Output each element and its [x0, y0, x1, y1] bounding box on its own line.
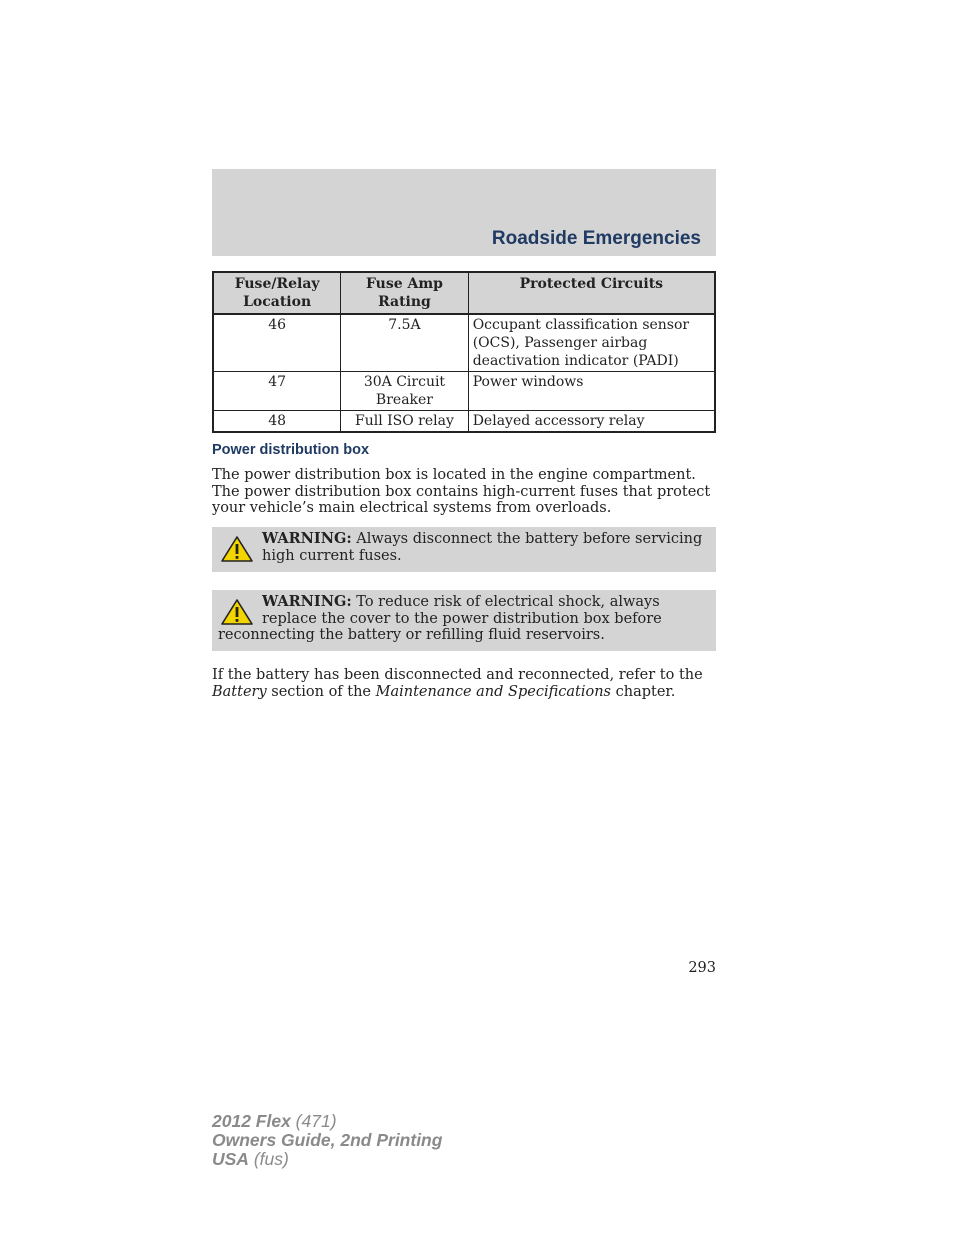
cell-circuits: Power windows [468, 372, 715, 411]
table-header-row [213, 272, 715, 314]
footer-edition: Owners Guide, 2nd Printing [212, 1130, 443, 1150]
footer-model-code: (471) [290, 1111, 337, 1131]
closing-text: If the battery has been disconnected and reconnected, refer to the [212, 667, 703, 683]
footer-model: 2012 Flex [212, 1111, 291, 1131]
warning-label: WARNING: [262, 530, 352, 547]
fuse-table [212, 271, 716, 433]
closing-text: chapter. [611, 683, 676, 700]
footer-market-code: (fus) [248, 1149, 289, 1169]
footer-line-model [212, 1112, 442, 1131]
chapter-reference: Maintenance and Specifications [375, 683, 611, 700]
cell-rating: 7.5A [341, 314, 468, 372]
cell-circuits: Delayed accessory relay [468, 411, 715, 433]
cell-location: 47 [213, 372, 341, 411]
warning-label: WARNING: [262, 593, 352, 610]
battery-reference: Battery [212, 683, 267, 700]
table-row [213, 411, 715, 433]
section-header-band [212, 169, 716, 256]
cell-rating: Full ISO relay [341, 411, 468, 433]
warning-text: To reduce risk of electrical shock, always replace the cover to the power distribution box before reconnecting the battery or refilling fluid reservoirs. [218, 594, 662, 643]
cell-circuits: Occupant classification sensor (OCS), Passenger airbag deactivation indicator (PADI) [468, 314, 715, 372]
closing-text: section of the [266, 683, 376, 700]
warning-triangle-icon [220, 598, 254, 626]
cell-location: 48 [213, 411, 341, 433]
table-row [213, 372, 715, 411]
page-number: 293 [688, 960, 716, 976]
footer-imprint [212, 1112, 442, 1169]
warning-text: Always disconnect the battery before servicing high current fuses. [262, 531, 703, 564]
closing-paragraph [212, 667, 716, 700]
footer-line-edition [212, 1131, 442, 1150]
column-header-circuits: Protected Circuits [468, 272, 715, 314]
table-row [213, 314, 715, 372]
cell-rating: 30A Circuit Breaker [341, 372, 468, 411]
column-header-location: Fuse/Relay Location [213, 272, 341, 314]
footer-market: USA [212, 1149, 249, 1169]
intro-paragraph: The power distribution box is located in the engine compartment. The power distribution box contains high-current fuses that protect your vehicle’s main electrical systems from overloads. [212, 467, 711, 516]
cell-location: 46 [213, 314, 341, 372]
warning-box [212, 527, 716, 572]
warning-triangle-icon [220, 535, 254, 563]
chapter-title: Roadside Emergencies [491, 228, 701, 249]
section-heading: Power distribution box [212, 442, 370, 458]
footer-line-market [212, 1150, 442, 1169]
warning-box [212, 590, 716, 651]
column-header-rating: Fuse Amp Rating [341, 272, 468, 314]
